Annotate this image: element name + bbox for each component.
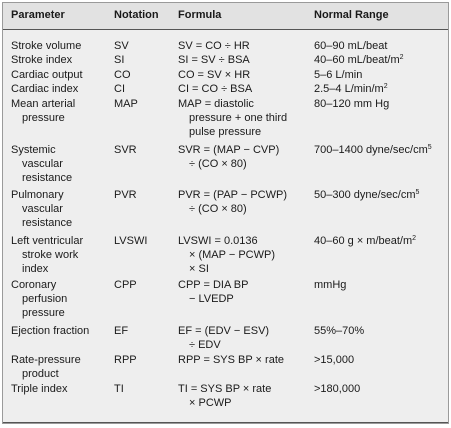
range-value: 40–60 g × m/beat/m	[314, 235, 413, 247]
cell-normal-range	[314, 188, 419, 202]
range-value: 80–120 mm Hg	[314, 98, 390, 110]
range-value: >15,000	[314, 354, 355, 366]
parameter-line: Rate-pressure	[11, 354, 81, 366]
cell-notation: LVSWI	[114, 235, 148, 247]
range-value: 40–60 mL/beat/m	[314, 54, 400, 66]
formula-line: × PCWP	[189, 397, 232, 409]
range-value: 2.5–4 L/min/m	[314, 83, 384, 95]
range-value: mmHg	[314, 279, 347, 291]
cell-notation: TI	[114, 383, 124, 395]
cell-normal-range	[314, 234, 416, 248]
cell-notation: MAP	[114, 98, 138, 110]
formula-line: − LVEDP	[189, 293, 234, 305]
cell-normal-range	[314, 53, 404, 67]
formula-line: SI = SV ÷ BSA	[178, 54, 250, 66]
formula-line: MAP = diastolic	[178, 98, 254, 110]
cell-notation: CI	[114, 83, 125, 95]
parameter-line: Triple index	[11, 383, 68, 395]
cell-parameter	[11, 39, 81, 53]
parameter-line: Pulmonary	[11, 189, 64, 201]
parameter-line: index	[22, 263, 49, 275]
parameter-line: product	[22, 368, 59, 380]
cell-formula	[178, 143, 279, 171]
parameter-line: resistance	[22, 172, 73, 184]
parameter-line: Mean arterial	[11, 98, 76, 110]
parameter-line: Cardiac output	[11, 69, 83, 81]
formula-line: × (MAP − PCWP)	[189, 249, 275, 261]
cell-normal-range	[314, 353, 354, 367]
formula-line: TI = SYS BP × rate	[178, 383, 272, 395]
header-normal-range: Normal Range	[314, 9, 389, 21]
formula-line: CPP = DIA BP	[178, 279, 249, 291]
range-superscript: 5	[427, 144, 432, 151]
cell-parameter	[11, 234, 83, 276]
cell-formula	[178, 324, 269, 352]
cell-notation: EF	[114, 325, 129, 337]
cell-normal-range	[314, 39, 387, 53]
parameter-line: Ejection fraction	[11, 325, 90, 337]
cell-notation: SV	[114, 40, 129, 52]
parameter-line: Left ventricular	[11, 235, 84, 247]
parameter-line: vascular	[22, 158, 63, 170]
cell-formula	[178, 97, 287, 139]
parameter-line: Systemic	[11, 144, 56, 156]
table-header	[3, 3, 448, 30]
cell-parameter	[11, 53, 72, 67]
formula-line: pressure + one third	[189, 112, 288, 124]
cell-notation: SI	[114, 54, 125, 66]
cell-parameter	[11, 353, 81, 381]
cell-normal-range	[314, 278, 346, 292]
parameter-line: Cardiac index	[11, 83, 79, 95]
range-value: 5–6 L/min	[314, 69, 363, 81]
cell-normal-range	[314, 324, 364, 338]
cell-normal-range	[314, 97, 389, 111]
cell-formula	[178, 234, 275, 276]
header-formula: Formula	[178, 9, 222, 21]
header-parameter: Parameter	[11, 9, 65, 21]
parameter-line: Stroke index	[11, 54, 73, 66]
range-value: 55%–70%	[314, 325, 365, 337]
cell-formula	[178, 353, 284, 367]
formula-line: CI = CO ÷ BSA	[178, 83, 253, 95]
range-superscript: 5	[415, 189, 420, 196]
parameter-line: pressure	[22, 307, 65, 319]
parameter-line: Coronary	[11, 279, 57, 291]
parameter-line: stroke work	[22, 249, 79, 261]
formula-line: CO = SV × HR	[178, 69, 251, 81]
formula-line: ÷ (CO × 80)	[189, 158, 247, 170]
cell-parameter	[11, 68, 83, 82]
range-value: 50–300 dyne/sec/cm	[314, 189, 416, 201]
range-value: 700–1400 dyne/sec/cm	[314, 144, 428, 156]
hemodynamic-parameters-table	[2, 2, 449, 424]
cell-notation: CPP	[114, 279, 137, 291]
cell-parameter	[11, 278, 67, 320]
cell-parameter	[11, 97, 75, 125]
cell-parameter	[11, 382, 67, 396]
cell-notation: SVR	[114, 144, 137, 156]
cell-parameter	[11, 324, 89, 338]
cell-parameter	[11, 188, 72, 230]
formula-line: pulse pressure	[189, 126, 262, 138]
header-notation: Notation	[114, 9, 159, 21]
parameter-line: pressure	[22, 112, 65, 124]
range-value: 60–90 mL/beat	[314, 40, 388, 52]
cell-parameter	[11, 82, 78, 96]
formula-line: ÷ EDV	[189, 339, 221, 351]
range-superscript: 2	[383, 83, 388, 90]
cell-formula	[178, 278, 248, 306]
bottom-rule	[3, 422, 448, 423]
formula-line: EF = (EDV − ESV)	[178, 325, 270, 337]
parameter-line: perfusion	[22, 293, 68, 305]
cell-normal-range	[314, 68, 362, 82]
cell-notation: CO	[114, 69, 131, 81]
cell-formula	[178, 53, 250, 67]
formula-line: RPP = SYS BP × rate	[178, 354, 284, 366]
formula-line: LVSWI = 0.0136	[178, 235, 258, 247]
cell-formula	[178, 82, 252, 96]
cell-formula	[178, 39, 250, 53]
parameter-line: Stroke volume	[11, 40, 82, 52]
cell-notation: PVR	[114, 189, 137, 201]
cell-parameter	[11, 143, 72, 185]
cell-normal-range	[314, 82, 388, 96]
range-value: >180,000	[314, 383, 361, 395]
range-superscript: 2	[412, 235, 417, 242]
range-superscript: 2	[399, 54, 404, 61]
parameter-line: resistance	[22, 217, 73, 229]
cell-formula	[178, 68, 250, 82]
cell-formula	[178, 382, 271, 410]
cell-normal-range	[314, 143, 432, 157]
parameter-line: vascular	[22, 203, 63, 215]
formula-line: PVR = (PAP − PCWP)	[178, 189, 288, 201]
cell-formula	[178, 188, 287, 216]
formula-line: SV = CO ÷ HR	[178, 40, 250, 52]
cell-normal-range	[314, 382, 360, 396]
formula-line: ÷ (CO × 80)	[189, 203, 247, 215]
cell-notation: RPP	[114, 354, 137, 366]
formula-line: × SI	[189, 263, 209, 275]
formula-line: SVR = (MAP − CVP)	[178, 144, 280, 156]
